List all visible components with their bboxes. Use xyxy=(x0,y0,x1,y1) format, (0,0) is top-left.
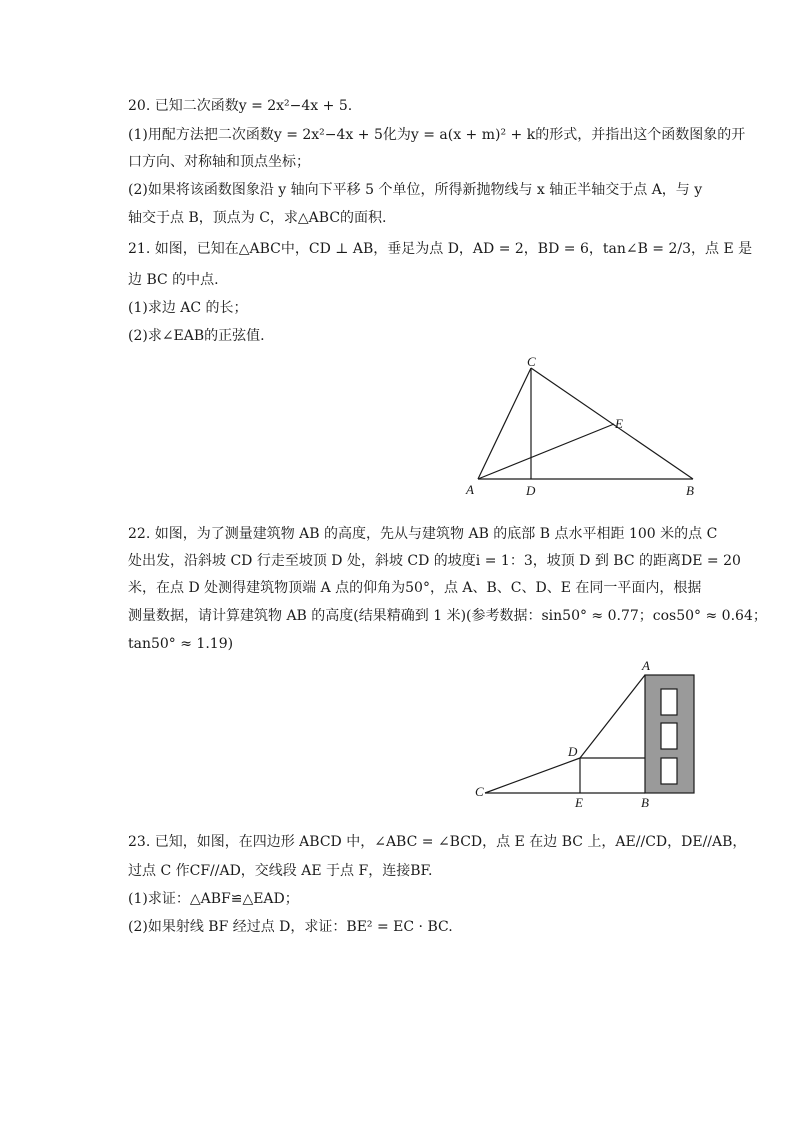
segment-ae xyxy=(478,424,614,479)
q22-line-1: 22. 如图，为了测量建筑物 AB 的高度，先从与建筑物 AB 的底部 B 点水平相距 100 米的点 C xyxy=(128,526,718,542)
q20-line-3: 口方向、对称轴和顶点坐标； xyxy=(128,154,310,170)
label-e: E xyxy=(575,795,583,810)
q21-line-2: 边 BC 的中点. xyxy=(128,272,219,288)
q22-line-2: 处出发，沿斜坡 CD 行走至坡顶 D 处，斜坡 CD 的坡度i = 1：3，坡顶 D 到 BC 的距离DE = 20 xyxy=(128,553,741,569)
q23-line-2: 过点 C 作CF//AD，交线段 AE 于点 F，连接BF. xyxy=(128,863,433,879)
segment-ac xyxy=(478,368,531,479)
building-window-3 xyxy=(661,758,677,784)
q20-line-5: 轴交于点 B，顶点为 C，求△ABC的面积. xyxy=(128,210,387,226)
slope-cd xyxy=(485,758,580,793)
q21-line-1: 21. 如图，已知在△ABC中，CD ⊥ AB，垂足为点 D，AD = 2，BD = 6，tan∠B = 2/3，点 E 是 xyxy=(128,241,753,257)
q21-line-4: (2)求∠EAB的正弦值. xyxy=(128,328,265,344)
q20-line-1: 20. 已知二次函数y = 2x²−4x + 5. xyxy=(128,98,353,114)
label-b: B xyxy=(641,795,649,810)
label-c: C xyxy=(475,784,484,799)
q22-line-5: tan50° ≈ 1.19) xyxy=(128,636,234,652)
q23-line-4: (2)如果射线 BF 经过点 D，求证：BE² = EC · BC. xyxy=(128,919,453,935)
label-d: D xyxy=(568,744,578,759)
segment-cb xyxy=(531,368,693,479)
label-d: D xyxy=(526,483,536,498)
sightline-da xyxy=(580,675,645,758)
q23-line-1: 23. 已知，如图，在四边形 ABCD 中，∠ABC = ∠BCD，点 E 在边 BC 上，AE//CD，DE//AB， xyxy=(128,834,747,850)
q22-line-4: 测量数据，请计算建筑物 AB 的高度(结果精确到 1 米)(参考数据：sin50° ≈ 0.77；cos50° ≈ 0.64； xyxy=(128,608,767,624)
label-a: A xyxy=(642,658,650,673)
building-window-1 xyxy=(661,689,677,715)
label-b: B xyxy=(686,483,694,498)
q23-line-3: (1)求证：△ABF≌△EAD； xyxy=(128,891,299,907)
q20-line-4: (2)如果将该函数图象沿 y 轴向下平移 5 个单位，所得新抛物线与 x 轴正半轴交于点 A，与 y xyxy=(128,182,703,198)
label-c: C xyxy=(527,354,536,369)
label-e: E xyxy=(615,416,623,431)
label-a: A xyxy=(466,482,474,497)
building-window-2 xyxy=(661,723,677,749)
q21-triangle-figure xyxy=(460,352,710,502)
q21-line-3: (1)求边 AC 的长； xyxy=(128,300,248,316)
q20-line-2: (1)用配方法把二次函数y = 2x²−4x + 5化为y = a(x + m)² + k的形式，并指出这个函数图象的开 xyxy=(128,127,746,143)
q22-line-3: 米，在点 D 处测得建筑物顶端 A 点的仰角为50°，点 A、B、C、D、E 在同一平面内，根据 xyxy=(128,580,702,596)
q22-building-figure xyxy=(470,655,710,815)
